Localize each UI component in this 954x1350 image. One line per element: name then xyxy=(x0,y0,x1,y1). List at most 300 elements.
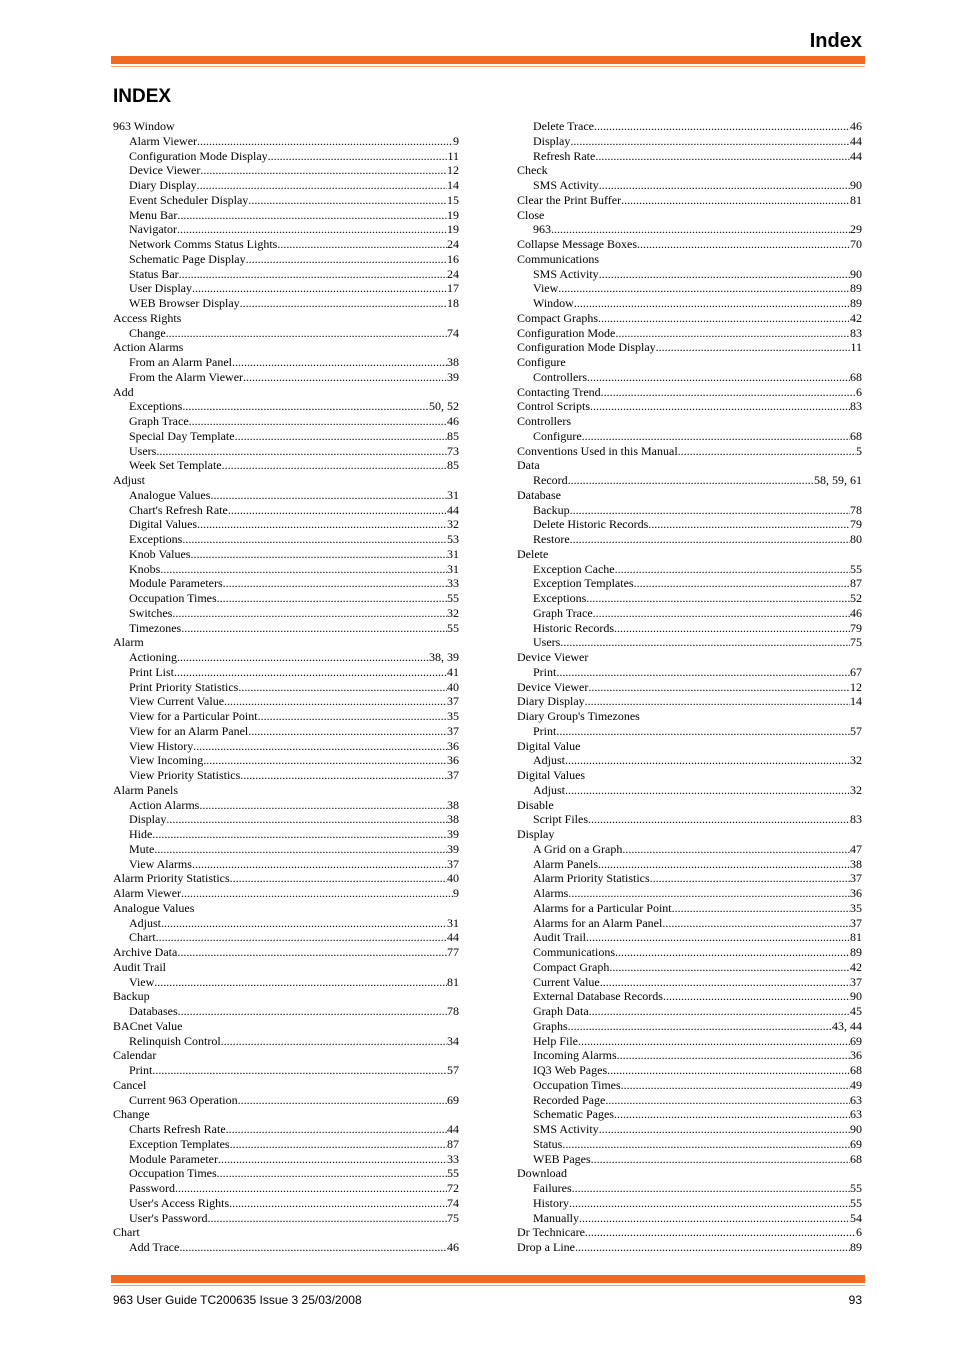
index-page-ref[interactable]: 36 xyxy=(850,886,862,900)
index-subentry xyxy=(517,1211,862,1226)
index-page-ref[interactable]: 80 xyxy=(850,532,862,546)
index-term: Exceptions xyxy=(533,591,587,605)
index-page-ref[interactable]: 54 xyxy=(850,1210,862,1225)
index-page-ref[interactable]: 14 xyxy=(850,694,862,709)
index-subentry xyxy=(517,945,862,960)
index-page-ref[interactable]: 31 xyxy=(447,915,459,930)
index-subentry xyxy=(517,517,862,532)
index-term: Print List xyxy=(129,664,175,679)
dot-leader xyxy=(568,1019,832,1034)
index-page-ref[interactable]: 14 xyxy=(447,178,459,192)
index-page-ref[interactable]: 44 xyxy=(447,930,459,945)
index-page-ref[interactable]: 74 xyxy=(447,325,459,340)
index-entry xyxy=(517,444,862,459)
index-page-ref[interactable]: 55 xyxy=(447,620,459,635)
dot-leader xyxy=(599,178,850,193)
dot-leader xyxy=(190,547,447,562)
index-page-ref[interactable]: 69 xyxy=(850,1033,862,1048)
index-term: Diary Display xyxy=(129,178,197,192)
index-subentry xyxy=(113,1093,459,1108)
index-entry xyxy=(113,871,459,886)
index-entry xyxy=(517,680,862,695)
index-subentry xyxy=(517,473,862,488)
index-subentry xyxy=(113,1034,459,1049)
index-page-ref[interactable]: 68 xyxy=(850,428,862,443)
index-page-ref[interactable]: 81 xyxy=(850,930,862,945)
index-page-ref[interactable]: 63 xyxy=(850,1107,862,1122)
index-page-ref[interactable]: 38 xyxy=(447,797,459,812)
index-subentry xyxy=(113,517,459,532)
index-page-ref[interactable]: 32 xyxy=(447,517,459,532)
index-page-ref[interactable]: 78 xyxy=(447,1004,459,1018)
index-page-ref[interactable]: 85 xyxy=(447,428,459,443)
index-subentry xyxy=(517,886,862,901)
index-page-ref[interactable]: 39 xyxy=(447,369,459,384)
index-subentry xyxy=(113,591,459,606)
index-term: Alarms xyxy=(533,886,569,900)
index-page-ref[interactable]: 89 xyxy=(850,945,862,959)
index-subentry xyxy=(517,1137,862,1152)
index-page-ref[interactable]: 37 xyxy=(447,694,459,709)
index-subentry xyxy=(113,753,459,768)
index-term: Diary Group's Timezones xyxy=(517,709,640,723)
index-term: View for an Alarm Panel xyxy=(129,723,249,738)
index-page-ref[interactable]: 77 xyxy=(447,945,459,959)
index-subentry xyxy=(113,1137,459,1152)
index-page-ref[interactable]: 6 xyxy=(856,1225,862,1240)
index-subentry xyxy=(517,149,862,164)
index-subentry xyxy=(113,399,459,414)
dot-leader xyxy=(240,296,447,311)
index-term: Alarm Priority Statistics xyxy=(533,871,650,886)
index-page-ref[interactable]: 44 xyxy=(447,1122,459,1136)
index-subentry xyxy=(113,798,459,813)
index-subentry xyxy=(517,975,862,990)
index-page-ref[interactable]: 37 xyxy=(447,723,459,738)
index-term: View Alarms xyxy=(129,856,192,871)
index-term: Compact Graph xyxy=(533,959,610,974)
index-page-ref[interactable]: 83 xyxy=(850,325,862,340)
index-entry xyxy=(113,311,459,326)
index-term: View Priority Statistics xyxy=(129,768,241,782)
index-page-ref[interactable]: 34 xyxy=(447,1033,459,1048)
dot-leader xyxy=(230,1137,447,1152)
index-page-ref[interactable]: 83 xyxy=(850,399,862,414)
index-term: Navigator xyxy=(129,222,177,237)
index-page-ref[interactable]: 18 xyxy=(447,296,459,310)
index-page-ref[interactable]: 24 xyxy=(447,237,459,251)
index-page-ref[interactable]: 32 xyxy=(850,782,862,797)
dot-leader xyxy=(203,753,447,768)
index-subentry xyxy=(113,178,459,193)
index-entry xyxy=(113,901,459,916)
index-term: Exception Templates xyxy=(129,1136,230,1151)
index-subentry xyxy=(517,296,862,311)
index-subentry xyxy=(113,370,459,385)
index-page-ref[interactable]: 55 xyxy=(447,1166,459,1181)
index-page-ref[interactable]: 58, 59, 61 xyxy=(814,473,862,487)
index-page-ref[interactable]: 38 xyxy=(447,812,459,827)
index-page-ref[interactable]: 68 xyxy=(850,369,862,384)
index-page-ref[interactable]: 68 xyxy=(850,1063,862,1077)
dot-leader xyxy=(192,281,447,296)
index-term: Database xyxy=(517,487,561,502)
index-page-ref[interactable]: 78 xyxy=(850,502,862,517)
index-term: Download xyxy=(517,1166,567,1181)
index-entry xyxy=(113,119,459,134)
index-term: Timezones xyxy=(129,620,182,635)
index-page-ref[interactable]: 46 xyxy=(850,605,862,620)
index-subentry xyxy=(113,1063,459,1078)
index-subentry xyxy=(517,871,862,886)
index-subentry xyxy=(113,857,459,872)
index-subentry xyxy=(113,739,459,754)
dot-leader xyxy=(570,134,850,149)
index-subentry xyxy=(517,1063,862,1078)
index-page-ref[interactable]: 36 xyxy=(447,738,459,753)
index-page-ref[interactable]: 11 xyxy=(850,340,862,355)
index-page-ref[interactable]: 75 xyxy=(850,635,862,650)
dot-leader xyxy=(175,1181,447,1196)
index-page-ref[interactable]: 38 xyxy=(850,856,862,871)
index-term: Configuration Mode xyxy=(517,325,616,340)
index-entry xyxy=(517,650,862,665)
index-subentry xyxy=(517,1122,862,1137)
index-term: Configuration Mode Display xyxy=(129,148,268,163)
index-subentry xyxy=(113,768,459,783)
header-rule-thin xyxy=(111,66,865,67)
index-term: Week Set Template xyxy=(129,458,222,473)
index-subentry xyxy=(517,281,862,296)
index-page-ref[interactable]: 90 xyxy=(850,989,862,1004)
index-entry xyxy=(517,193,862,208)
index-subentry xyxy=(113,503,459,518)
index-page-ref[interactable]: 43, 44 xyxy=(832,1018,862,1033)
index-subentry xyxy=(113,812,459,827)
index-term: View xyxy=(533,281,559,296)
index-term: Access Rights xyxy=(113,310,182,325)
index-page-ref[interactable]: 81 xyxy=(850,192,862,207)
index-term: Current Value xyxy=(533,974,600,989)
index-term: Hide xyxy=(129,827,153,841)
index-page-ref[interactable]: 79 xyxy=(850,620,862,635)
index-subentry xyxy=(113,267,459,282)
index-page-ref[interactable]: 69 xyxy=(447,1092,459,1107)
index-term: Knobs xyxy=(129,561,161,576)
dot-leader xyxy=(197,134,453,149)
index-term: Exception Templates xyxy=(533,576,634,591)
index-term: Manually xyxy=(533,1210,579,1225)
dot-leader xyxy=(605,1093,850,1108)
index-term: Configure xyxy=(517,355,566,369)
index-term: Diary Display xyxy=(517,694,585,709)
index-subentry xyxy=(113,163,459,178)
index-subentry xyxy=(517,222,862,237)
index-term: Clear the Print Buffer xyxy=(517,192,622,207)
index-term: Digital Value xyxy=(517,738,581,753)
index-page-ref[interactable]: 57 xyxy=(850,723,862,738)
dot-leader xyxy=(586,930,850,945)
index-page-ref[interactable]: 16 xyxy=(447,251,459,266)
index-term: View xyxy=(129,974,155,989)
index-page-ref[interactable]: 72 xyxy=(447,1181,459,1195)
index-page-ref[interactable]: 90 xyxy=(850,1122,862,1136)
dot-leader xyxy=(179,1240,447,1255)
index-page-ref[interactable]: 31 xyxy=(447,561,459,576)
index-page-ref[interactable]: 6 xyxy=(856,384,862,399)
index-term: Device Viewer xyxy=(129,163,201,178)
index-subentry xyxy=(113,281,459,296)
index-page-ref[interactable]: 31 xyxy=(447,487,459,502)
index-page-ref[interactable]: 24 xyxy=(447,266,459,281)
dot-leader xyxy=(662,916,850,931)
index-entry xyxy=(113,473,459,488)
index-page-ref[interactable]: 36 xyxy=(850,1048,862,1063)
index-page-ref[interactable]: 85 xyxy=(447,458,459,473)
index-subentry xyxy=(517,429,862,444)
index-subentry xyxy=(113,444,459,459)
index-page-ref[interactable]: 89 xyxy=(850,296,862,310)
index-subentry xyxy=(113,665,459,680)
index-page-ref[interactable]: 17 xyxy=(447,281,459,296)
index-subentry xyxy=(517,532,862,547)
index-subentry xyxy=(517,1019,862,1034)
index-page-ref[interactable]: 89 xyxy=(850,281,862,296)
index-entry xyxy=(517,1240,862,1255)
dot-leader xyxy=(152,827,447,842)
index-page-ref[interactable]: 37 xyxy=(850,974,862,989)
index-page-ref[interactable]: 67 xyxy=(850,664,862,679)
dot-leader xyxy=(650,871,850,886)
dot-leader xyxy=(217,1166,447,1181)
index-page-ref[interactable]: 19 xyxy=(447,207,459,222)
dot-leader xyxy=(600,975,850,990)
dot-leader xyxy=(200,163,447,178)
index-subentry xyxy=(113,709,459,724)
index-page-ref[interactable]: 89 xyxy=(850,1240,862,1254)
dot-leader xyxy=(595,149,850,164)
index-page-ref[interactable]: 79 xyxy=(850,517,862,532)
index-term: Refresh Rate xyxy=(533,148,596,163)
index-term: View for a Particular Point xyxy=(129,709,258,723)
index-page-ref[interactable]: 81 xyxy=(447,974,459,989)
index-term: Data xyxy=(517,458,540,473)
index-page-ref[interactable]: 11 xyxy=(447,148,459,163)
index-page-ref[interactable]: 35 xyxy=(850,900,862,915)
dot-leader xyxy=(177,945,447,960)
index-entry xyxy=(113,945,459,960)
index-subentry xyxy=(517,635,862,650)
index-term: SMS Activity xyxy=(533,1122,599,1136)
index-page-ref[interactable]: 55 xyxy=(850,1195,862,1210)
index-page-ref[interactable]: 9 xyxy=(453,886,459,900)
index-page-ref[interactable]: 35 xyxy=(447,709,459,723)
index-term: Display xyxy=(517,827,555,841)
index-page-ref[interactable]: 50, 52 xyxy=(429,399,459,414)
dot-leader xyxy=(248,724,447,739)
dot-leader xyxy=(172,606,447,621)
index-term: Conventions Used in this Manual xyxy=(517,443,678,458)
index-page-ref[interactable]: 44 xyxy=(447,502,459,517)
index-page-ref[interactable]: 5 xyxy=(856,443,862,458)
footer-document-info: 963 User Guide TC200635 Issue 3 25/03/2008 xyxy=(113,1293,362,1307)
index-page-ref[interactable]: 42 xyxy=(850,310,862,325)
index-subentry xyxy=(113,1181,459,1196)
index-subentry xyxy=(113,222,459,237)
index-subentry xyxy=(113,694,459,709)
index-page-ref[interactable]: 41 xyxy=(447,664,459,679)
index-page-ref[interactable]: 83 xyxy=(850,812,862,827)
index-page-ref[interactable]: 90 xyxy=(850,266,862,281)
dot-leader xyxy=(598,857,850,872)
dot-leader xyxy=(174,665,447,680)
index-page-ref[interactable]: 74 xyxy=(447,1195,459,1210)
index-page-ref[interactable]: 32 xyxy=(447,605,459,620)
index-page-ref[interactable]: 55 xyxy=(447,591,459,605)
index-term: Delete xyxy=(517,546,549,561)
index-term: Occupation Times xyxy=(129,591,217,605)
index-page-ref[interactable]: 46 xyxy=(447,1240,459,1254)
index-term: Adjust xyxy=(129,915,162,930)
index-term: Backup xyxy=(113,989,150,1004)
index-subentry xyxy=(517,1107,862,1122)
dot-leader xyxy=(672,901,850,916)
index-term: Module Parameters xyxy=(129,576,223,591)
index-page-ref[interactable]: 40 xyxy=(447,679,459,694)
index-entry xyxy=(113,635,459,650)
index-page-ref[interactable]: 63 xyxy=(850,1092,862,1107)
index-term: Script Files xyxy=(533,812,589,827)
dot-leader xyxy=(166,812,447,827)
dot-leader xyxy=(199,798,447,813)
index-page-ref[interactable]: 55 xyxy=(850,1181,862,1195)
index-page-ref[interactable]: 29 xyxy=(850,222,862,237)
dot-leader xyxy=(193,739,447,754)
index-subentry xyxy=(517,1004,862,1019)
index-page-ref[interactable]: 15 xyxy=(447,192,459,207)
index-page-ref[interactable]: 90 xyxy=(850,178,862,192)
index-term: Add xyxy=(113,384,134,399)
index-term: Module Parameter xyxy=(129,1151,218,1166)
index-page-ref[interactable]: 44 xyxy=(850,148,862,163)
index-entry xyxy=(517,385,862,400)
index-entry xyxy=(517,355,862,370)
index-page-ref[interactable]: 46 xyxy=(850,119,862,133)
index-page-ref[interactable]: 73 xyxy=(447,443,459,458)
index-subentry xyxy=(113,562,459,577)
index-page-ref[interactable]: 32 xyxy=(850,753,862,768)
index-term: Audit Trail xyxy=(533,930,587,945)
index-page-ref[interactable]: 53 xyxy=(447,532,459,546)
index-term: Network Comms Status Lights xyxy=(129,237,278,251)
dot-leader xyxy=(222,458,447,473)
dot-leader xyxy=(223,576,447,591)
index-page-ref[interactable]: 87 xyxy=(850,576,862,591)
index-page-ref[interactable]: 9 xyxy=(453,133,459,148)
index-page-ref[interactable]: 45 xyxy=(850,1004,862,1018)
index-page-ref[interactable]: 36 xyxy=(447,753,459,768)
index-term: SMS Activity xyxy=(533,266,599,281)
dot-leader xyxy=(570,532,850,547)
index-page-ref[interactable]: 33 xyxy=(447,1151,459,1166)
index-term: Historic Records xyxy=(533,620,614,635)
index-page-ref[interactable]: 33 xyxy=(447,576,459,591)
index-entry xyxy=(517,311,862,326)
index-page-ref[interactable]: 39 xyxy=(447,827,459,841)
index-page-ref[interactable]: 70 xyxy=(850,237,862,251)
index-page-ref[interactable]: 44 xyxy=(850,133,862,148)
index-entry xyxy=(113,989,459,1004)
index-subentry xyxy=(113,1240,459,1255)
index-subentry xyxy=(517,665,862,680)
dot-leader xyxy=(277,237,447,252)
index-term: Backup xyxy=(533,502,570,517)
index-page-ref[interactable]: 49 xyxy=(850,1077,862,1092)
index-page-ref[interactable]: 39 xyxy=(447,841,459,856)
index-term: Display xyxy=(129,812,167,827)
index-term: Controllers xyxy=(517,414,571,428)
index-page-ref[interactable]: 37 xyxy=(447,768,459,782)
index-term: Users xyxy=(129,443,157,458)
index-term: Record xyxy=(533,473,568,487)
index-page-ref[interactable]: 37 xyxy=(850,915,862,930)
index-page-ref[interactable]: 37 xyxy=(447,856,459,871)
dot-leader xyxy=(235,429,447,444)
index-page-ref[interactable]: 12 xyxy=(850,679,862,694)
index-page-ref[interactable]: 46 xyxy=(447,414,459,428)
index-term: Communications xyxy=(517,251,599,266)
index-subentry xyxy=(113,193,459,208)
index-page-ref[interactable]: 52 xyxy=(850,591,862,605)
dot-leader xyxy=(160,562,447,577)
index-page-ref[interactable]: 68 xyxy=(850,1151,862,1166)
dot-leader xyxy=(240,768,447,783)
index-term: Contacting Trend xyxy=(517,384,601,399)
index-entry xyxy=(517,1166,862,1181)
index-entry xyxy=(517,798,862,813)
index-subentry xyxy=(517,1093,862,1108)
index-page-ref[interactable]: 55 xyxy=(850,561,862,576)
index-subentry xyxy=(113,414,459,429)
index-subentry xyxy=(517,857,862,872)
index-page-ref[interactable]: 38, 39 xyxy=(429,650,459,664)
index-entry xyxy=(113,783,459,798)
index-entry xyxy=(113,340,459,355)
index-page-ref[interactable]: 75 xyxy=(447,1210,459,1225)
index-subentry xyxy=(113,326,459,341)
dot-leader xyxy=(593,606,850,621)
index-page-ref[interactable]: 19 xyxy=(447,222,459,237)
index-page-ref[interactable]: 40 xyxy=(447,871,459,886)
dot-leader xyxy=(210,488,447,503)
index-page-ref[interactable]: 47 xyxy=(850,841,862,856)
index-page-ref[interactable]: 87 xyxy=(447,1136,459,1151)
index-subentry xyxy=(113,296,459,311)
dot-leader xyxy=(177,650,429,665)
index-page-ref[interactable]: 69 xyxy=(850,1136,862,1151)
index-term: Change xyxy=(113,1107,150,1122)
index-entry xyxy=(517,340,862,355)
dot-leader xyxy=(218,1152,447,1167)
index-page-ref[interactable]: 57 xyxy=(447,1063,459,1077)
index-page-ref[interactable]: 38 xyxy=(447,355,459,369)
index-page-ref[interactable]: 37 xyxy=(850,871,862,886)
index-page-ref[interactable]: 31 xyxy=(447,546,459,561)
dot-leader xyxy=(177,208,447,223)
dot-leader xyxy=(590,399,850,414)
index-page-ref[interactable]: 12 xyxy=(447,163,459,178)
index-page-ref[interactable]: 42 xyxy=(850,959,862,974)
